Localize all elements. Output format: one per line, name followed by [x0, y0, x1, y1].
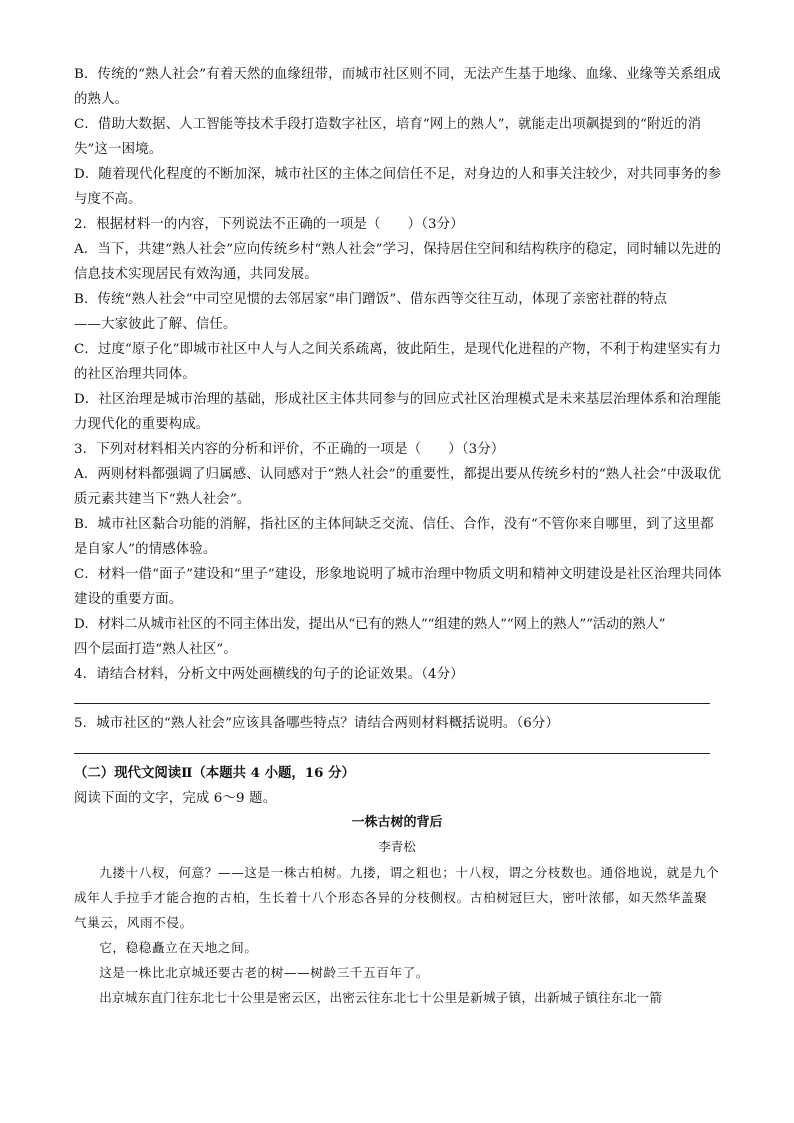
essay-paragraph: 这是一株比北京城还要古老的树——树龄三千五百年了。: [99, 965, 430, 980]
section-title: （二）现代文阅读Ⅱ（本题共 4 小题，16 分）: [74, 765, 355, 781]
q1-option-d: D．随着现代化程度的不断加深，城市社区的主体之间信任不足，对身边的人和事关注较少，对共同事务的参与度不高。: [74, 167, 722, 207]
q3-option-a: A．两则材料都强调了归属感、认同感对于“熟人社会”的重要性，都提出要从传统乡村的“熟人社会”中汲取优质元素共建当下“熟人社会”。: [74, 467, 722, 507]
section-instruction: 阅读下面的文字，完成 6～9 题。: [74, 791, 277, 806]
q3-option-b: B．城市社区黏合功能的消解，指社区的主体间缺乏交流、信任、合作，没有“不管你来自哪里，到了这里都是自家人”的情感体验。: [74, 517, 714, 557]
essay-author: 李青松: [378, 839, 416, 854]
q1-option-c: C．借助大数据、人工智能等技术手段打造数字社区，培育“网上的熟人”，就能走出项飙提到的“附近的消失”这一困境。: [74, 117, 702, 157]
q2-option-a: A．当下，共建“熟人社会”应向传统乡村“熟人社会”学习，保持居住空间和结构秩序的稳定，同时辅以先进的信息技术实现居民有效沟通，共同发展。: [74, 242, 722, 282]
q3-option-d-line2: 四个层面打造“熟人社区”。: [74, 642, 237, 657]
essay-title: 一株古树的背后: [351, 815, 443, 830]
q2-option-b-line1: B．传统“熟人社会”中司空见惯的去邻居家“串门蹭饭”、借东西等交往互动，体现了亲密社群的特点: [74, 292, 668, 307]
q2-option-b-line2: ——大家彼此了解、信任。: [74, 317, 237, 332]
q3-option-c: C．材料一借“面子”建设和“里子”建设，形象地说明了城市治理中物质文明和精神文明建设是社区治理共同体建设的重要方面。: [74, 567, 722, 607]
essay-paragraph: 九搂十八杈，何意？——这是一株古柏树。九搂，谓之粗也；十八杈，谓之分枝数也。通俗地说，就是九个成年人手拉手才能合抱的古柏，生长着十八个形态各异的分枝侧杈。古柏树冠巨大，密叶浓郁，如天然华盖聚气巢云，风雨不侵。: [74, 865, 720, 930]
q3-option-d-line1: D．材料二从城市社区的不同主体出发，提出从“已有的熟人”“组建的熟人”“网上的熟人”“活动的熟人”: [74, 617, 666, 632]
essay-paragraph: 它，稳稳矗立在天地之间。: [99, 940, 258, 955]
q2-option-d: D．社区治理是城市治理的基础，形成社区主体共同参与的回应式社区治理模式是未来基层治理体系和治理能力现代化的重要构成。: [74, 392, 722, 432]
q2-stem: 2．根据材料一的内容，下列说法不正确的一项是（ ）（3分）: [74, 217, 464, 232]
q1-option-b: B．传统的“熟人社会”有着天然的血缘纽带，而城市社区则不同，无法产生基于地缘、血缘、业缘等关系组成的熟人。: [74, 67, 721, 107]
q2-option-c: C．过度“原子化”即城市社区中人与人之间关系疏离，彼此陌生，是现代化进程的产物，不利于构建坚实有力的社区治理共同体。: [74, 342, 722, 382]
q5-answer-line[interactable]: [74, 753, 710, 754]
q4-stem: 4．请结合材料，分析文中两处画横线的句子的论证效果。（4分）: [74, 667, 464, 682]
q3-stem: 3．下列对材料相关内容的分析和评价，不正确的一项是（ ）（3分）: [74, 442, 505, 457]
q4-answer-line[interactable]: [74, 703, 710, 704]
essay-paragraph: 出京城东直门往东北七十公里是密云区，出密云往东北七十公里是新城子镇，出新城子镇往东北一箭: [99, 990, 663, 1005]
q5-stem: 5．城市社区的“熟人社会”应该具备哪些特点？请结合两则材料概括说明。（6分）: [74, 716, 560, 731]
